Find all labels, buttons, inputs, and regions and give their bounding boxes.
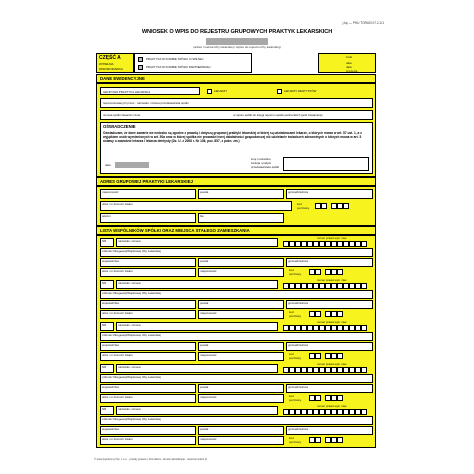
representative-label: reprezentowanych przez - nazwisko i imiona przedstawiciela spółki — [103, 101, 189, 105]
partner-postal-label2: pocztowy — [289, 440, 302, 444]
address-fax-field[interactable] — [198, 213, 284, 223]
partner-voivodeship-label: województwo — [102, 259, 120, 263]
partner-commune-label: gmina/dzielnica — [288, 343, 308, 347]
partner-city-label: miejscowość — [200, 395, 217, 399]
partner-chamber-label: członek Okręgowej/Wojskowej Izby Lekarskiej — [102, 249, 161, 253]
address-city-field[interactable] — [100, 189, 196, 199]
partner-voivodeship-label: województwo — [102, 301, 120, 305]
partner-name-field[interactable] — [116, 280, 278, 289]
digit-cell[interactable] — [361, 367, 367, 373]
option-civil-label: PRAKTYKA W FORMIE SPÓŁKI CYWILNEJ — [146, 56, 204, 61]
partner-block — [97, 238, 377, 280]
postal-cell[interactable] — [321, 203, 327, 209]
statement-sign-label3: przedstawiciela spółki — [251, 165, 279, 169]
partner-city-field[interactable] — [198, 436, 284, 445]
partner-nr-field[interactable] — [100, 280, 114, 289]
statement-date-field[interactable] — [115, 162, 149, 168]
digit-cell[interactable] — [315, 353, 321, 359]
partner-street-field[interactable] — [100, 352, 196, 361]
address-postal-label: kod — [297, 202, 302, 206]
partner-commune-label: gmina/dzielnica — [288, 427, 308, 431]
partner-commune-field[interactable] — [286, 426, 373, 435]
partner-nr-field[interactable] — [100, 322, 114, 331]
partner-county-label: powiat — [200, 259, 209, 263]
partner-nr-field[interactable] — [100, 238, 114, 247]
option-civil-checkbox[interactable] — [138, 57, 143, 62]
partner-city-field[interactable] — [198, 352, 284, 361]
statement-heading: OŚWIADCZENIE — [103, 124, 136, 129]
partner-street-label: ulica i nr domu/nr lokalu — [102, 353, 133, 357]
address-fax-label: fax — [200, 214, 204, 218]
statement-sign-label1: imię i nazwisko, — [251, 157, 272, 161]
partner-voivodeship-field[interactable] — [100, 342, 196, 351]
contract-date-field[interactable] — [100, 110, 373, 120]
partner-city-label: miejscowość — [200, 311, 217, 315]
address-postal-label2: pocztowy — [297, 206, 310, 210]
address-commune-field[interactable] — [286, 189, 373, 199]
grupowa-label: GRUPOWA PRAKTYKA LEKARSKA — [103, 89, 151, 94]
lekarzy-label: LEKARZY — [214, 88, 228, 93]
statement-date-label: data — [105, 163, 111, 167]
partner-postal-label2: pocztowy — [289, 398, 302, 402]
digit-cell[interactable] — [337, 395, 343, 401]
intake-box — [318, 53, 376, 73]
partner-chamber-field[interactable] — [100, 332, 373, 341]
statement-signature-field[interactable] — [283, 157, 369, 171]
partner-nr-label: NR — [102, 365, 107, 369]
partner-name-label: nazwisko i imiona — [118, 281, 141, 285]
statement-box — [100, 122, 373, 174]
partner-commune-field[interactable] — [286, 300, 373, 309]
partner-nr-label: NR — [102, 407, 107, 411]
digit-cell[interactable] — [337, 311, 343, 317]
part-a-box — [96, 53, 134, 73]
part-a-sub1: WYPEŁNIA — [99, 62, 114, 66]
form-reference: j.bę — PHU TORUŃ 07.2.1/1 — [342, 21, 384, 25]
statement-text: Oświadczam, że dane zawarte we wniosku są zgodne z prawdą i dotyczą grupowej praktyki lekarskiej w której są udziałowcami lekarze, o których mowa w art. 57 ust. 1, a z wyjątkiem osób wymienionych w art. 50a oraz w której spółka nie prowadzi innej działalności gospodarczej niż udzielanie świadczeń zdrowotnych o których mowa w art. 5 ustawy o zawodzie lekarza i lekarza dentysty (Dz. U. z 2008 r. Nr 136, poz. 857, z późn. zm.) — [103, 131, 362, 144]
partner-name-label: nazwisko i imiona — [118, 407, 141, 411]
partner-name-label: nazwisko i imiona — [118, 323, 141, 327]
partner-postal-label2: pocztowy — [289, 314, 302, 318]
partner-voivodeship-field[interactable] — [100, 384, 196, 393]
part-a-label: CZĘŚĆ A — [99, 54, 121, 61]
address-commune-label: gmina/dzielnica — [288, 190, 308, 194]
partner-chamber-label: członek Okręgowej/Wojskowej Izby Lekarskiej — [102, 417, 161, 421]
partner-name-label: nazwisko i imiona — [118, 365, 141, 369]
partner-city-label: miejscowość — [200, 353, 217, 357]
partner-voivodeship-label: województwo — [102, 385, 120, 389]
partner-voivodeship-label: województwo — [102, 343, 120, 347]
section-address-header: ADRES GRUPOWEJ PRAKTYKI LEKARSKIEJ — [96, 177, 376, 186]
partner-voivodeship-field[interactable] — [100, 300, 196, 309]
partner-commune-label: gmina/dzielnica — [288, 259, 308, 263]
statement-sign-label2: funkcja i podpis — [251, 161, 271, 165]
partner-county-field[interactable] — [198, 384, 284, 393]
partner-block — [97, 280, 377, 322]
partner-county-field[interactable] — [198, 426, 284, 435]
partner-street-field[interactable] — [100, 268, 196, 277]
partner-postal-label: kod — [289, 436, 294, 440]
address-street-label: ulica i nr domu/nr lokalu — [102, 202, 133, 206]
partner-commune-field[interactable] — [286, 258, 373, 267]
partner-commune-field[interactable] — [286, 342, 373, 351]
partner-nr-field[interactable] — [100, 364, 114, 373]
form-subnote: (adres i nazwa izby lekarskiej / wpisu do rejestru izby lekarskiej) — [193, 45, 281, 49]
partner-county-label: powiat — [200, 427, 209, 431]
digit-cell[interactable] — [315, 269, 321, 275]
intake-date2-label: data — [346, 65, 352, 69]
partner-nr-label: NR — [102, 239, 107, 243]
partner-name-field[interactable] — [116, 238, 278, 247]
digit-cell[interactable] — [315, 311, 321, 317]
partner-chamber-label: członek Okręgowej/Wojskowej Izby Lekarskiej — [102, 333, 161, 337]
partner-county-label: powiat — [200, 385, 209, 389]
option-partner-checkbox[interactable] — [138, 65, 143, 70]
partner-commune-label: gmina/dzielnica — [288, 385, 308, 389]
partner-street-field[interactable] — [100, 394, 196, 403]
option-box — [134, 53, 252, 73]
partner-postal-label: kod — [289, 310, 294, 314]
digit-cell[interactable] — [361, 409, 367, 415]
address-panel — [96, 186, 376, 226]
intake-received-label: przyjęcia — [346, 68, 358, 73]
address-phone-field[interactable] — [100, 213, 196, 223]
partner-street-label: ulica i nr domu/nr lokalu — [102, 395, 133, 399]
partner-nr-field[interactable] — [100, 406, 114, 415]
partner-chamber-label: członek Okręgowej/Wojskowej Izby Lekarskiej — [102, 291, 161, 295]
partner-street-label: ulica i nr domu/nr lokalu — [102, 437, 133, 441]
partner-name-label: nazwisko i imiona — [118, 239, 141, 243]
representative-field[interactable] — [100, 98, 373, 108]
partner-name-field[interactable] — [116, 364, 278, 373]
partner-postal-label2: pocztowy — [289, 356, 302, 360]
partner-county-field[interactable] — [198, 342, 284, 351]
option-partner-label: PRAKTYKA W FORMIE SPÓŁKI PARTNERSKIEJ — [146, 65, 211, 69]
partner-city-label: miejscowość — [200, 437, 217, 441]
partner-block — [97, 364, 377, 406]
partner-postal-label: kod — [289, 352, 294, 356]
partner-nr-label: NR — [102, 281, 107, 285]
partner-block — [97, 322, 377, 364]
registry-number-label: nr wpisu spółki do księgi rejestru spółek partnerskich (jeśli zawiązana) — [233, 113, 323, 117]
partner-city-field[interactable] — [198, 310, 284, 319]
chamber-field[interactable] — [206, 38, 268, 45]
address-county-field[interactable] — [198, 189, 284, 199]
evid-panel — [96, 83, 376, 177]
digit-cell[interactable] — [337, 437, 343, 443]
digit-cell[interactable] — [361, 325, 367, 331]
partner-county-label: powiat — [200, 343, 209, 347]
partner-name-field[interactable] — [116, 322, 278, 331]
partner-county-label: powiat — [200, 301, 209, 305]
digit-cell[interactable] — [315, 437, 321, 443]
digit-cell[interactable] — [361, 283, 367, 289]
partner-chamber-field[interactable] — [100, 374, 373, 383]
partner-license-label: numer prawa wyk. zaw. — [317, 362, 348, 366]
partner-voivodeship-label: województwo — [102, 427, 120, 431]
partner-postal-label: kod — [289, 394, 294, 398]
partner-county-field[interactable] — [198, 258, 284, 267]
form-footer: © www.typeform.pl Sp. z o.o. , porady prawne | formularze, zamów aktualizacje : www.formularz.pl — [94, 458, 207, 461]
form-title: WNIOSEK O WPIS DO REJESTRU GRUPOWYCH PRAKTYK LEKARSKICH — [141, 29, 333, 35]
address-city-label: miejscowość — [102, 190, 119, 194]
partner-chamber-field[interactable] — [100, 290, 373, 299]
partner-commune-label: gmina/dzielnica — [288, 301, 308, 305]
dentystow-checkbox[interactable] — [277, 89, 282, 94]
partner-license-label: numer prawa wyk. zaw. — [317, 404, 348, 408]
contract-date-label: umowa spółki zawarta z dnia — [103, 113, 140, 117]
partner-county-field[interactable] — [198, 300, 284, 309]
partner-city-label: miejscowość — [200, 269, 217, 273]
part-a-sub2: WNIOSKODAWCA — [99, 66, 123, 71]
partner-city-field[interactable] — [198, 394, 284, 403]
partner-license-label: numer prawa wyk. zaw. — [317, 236, 348, 240]
digit-cell[interactable] — [337, 353, 343, 359]
partner-street-field[interactable] — [100, 436, 196, 445]
section-evid-header: DANE EWIDENCYJNE — [96, 74, 376, 83]
partner-postal-label2: pocztowy — [289, 272, 302, 276]
partner-commune-field[interactable] — [286, 384, 373, 393]
partner-street-field[interactable] — [100, 310, 196, 319]
partner-chamber-label: członek Okręgowej/Wojskowej Izby Lekarskiej — [102, 375, 161, 379]
digit-cell[interactable] — [361, 241, 367, 247]
partner-license-label: numer prawa wyk. zaw. — [317, 278, 348, 282]
partner-block — [97, 406, 377, 448]
address-county-label: powiat — [200, 190, 209, 194]
partner-city-field[interactable] — [198, 268, 284, 277]
partner-nr-label: NR — [102, 323, 107, 327]
partner-chamber-field[interactable] — [100, 248, 373, 257]
partner-license-label: numer prawa wyk. zaw. — [317, 320, 348, 324]
address-street-field[interactable] — [100, 201, 292, 211]
partner-postal-label: kod — [289, 268, 294, 272]
partner-voivodeship-field[interactable] — [100, 258, 196, 267]
section-list-header: LISTA WSPÓLNIKÓW SPÓŁKI ORAZ MIEJSCA STAŁEGO ZAMIESZKANIA — [96, 226, 376, 235]
lekarzy-checkbox[interactable] — [207, 89, 212, 94]
partner-name-field[interactable] — [116, 406, 278, 415]
postal-cell[interactable] — [343, 203, 349, 209]
intake-date-label: data — [346, 61, 352, 65]
partner-street-label: ulica i nr domu/nr lokalu — [102, 269, 133, 273]
form-page — [88, 20, 386, 464]
grupowa-field[interactable] — [100, 87, 200, 95]
dentystow-label: LEKARZY DENTYSTÓW — [284, 88, 317, 93]
partner-chamber-field[interactable] — [100, 416, 373, 425]
digit-cell[interactable] — [315, 395, 321, 401]
digit-cell[interactable] — [337, 269, 343, 275]
address-phone-label: telefon — [102, 214, 111, 218]
partner-street-label: ulica i nr domu/nr lokalu — [102, 311, 133, 315]
intake-sign-label: znak — [346, 55, 353, 59]
partners-panel — [96, 235, 376, 448]
partner-voivodeship-field[interactable] — [100, 426, 196, 435]
